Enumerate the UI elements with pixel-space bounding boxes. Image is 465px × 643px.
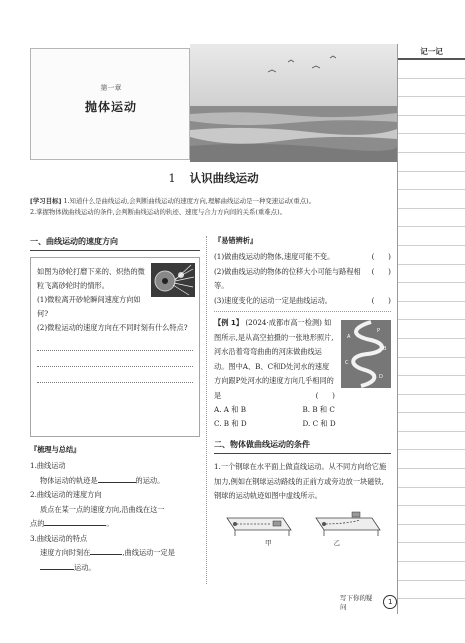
experiment-figure-b <box>312 508 382 538</box>
summary-item-2-text: 质点在某一点的速度方向,沿曲线在这一 <box>40 504 165 514</box>
part2-text: 1.一个钢球在水平面上做直线运动。从不同方向给它施加力,例如在钢球运动路线的正前方或旁边放一块磁铁,钢球的运动轨迹如图中虚线所示。 <box>214 462 387 500</box>
section-title-text: 认识曲线运动 <box>189 171 259 185</box>
chapter-banner <box>30 44 397 162</box>
example-tag: 【例 1】 <box>214 318 244 327</box>
answer-line <box>37 367 193 383</box>
footer-text: 写下你的疑问 <box>340 594 373 611</box>
page-number: 1 <box>383 595 397 609</box>
svg-text:D: D <box>379 374 383 380</box>
summary-item-3-cont: 运动。 <box>30 561 200 576</box>
misconception-item: (3)速度变化的运动一定是曲线运动。 ( ) <box>214 295 391 305</box>
part1-heading: 一、曲线运动的速度方向 <box>30 236 200 251</box>
page-footer <box>340 593 397 611</box>
svg-text:A: A <box>347 334 351 340</box>
summary-item-1-text: 物体运动的轨迹是 的运动。 <box>40 475 165 485</box>
figure-label-a: 甲 <box>265 538 272 547</box>
summary-item-2-title: 2.曲线运动的速度方向 <box>30 490 102 499</box>
section-number: 1 <box>168 171 176 185</box>
part1-question-1: (1)微粒离开砂轮瞬间速度方向如何? <box>37 295 141 318</box>
options-row: A. A 和 B B. B 和 C <box>214 405 335 414</box>
notes-title: 记一记 <box>398 44 465 60</box>
example-block <box>214 316 391 403</box>
goal-1: 1.知道什么是曲线运动,会判断曲线运动的速度方向,理解曲线运动是一种变速运动(重点)。 <box>63 197 316 205</box>
fill-blank[interactable] <box>98 474 136 483</box>
answer-line <box>37 351 193 367</box>
part1-question-2: (2)微粒运动的速度方向在不同时刻有什么特点? <box>37 323 188 332</box>
notes-sidebar <box>397 44 465 614</box>
part2-heading: 二、物体做曲线运动的条件 <box>214 439 391 454</box>
goal-2: 2.掌握物体做曲线运动的条件,会判断曲线运动的轨迹、速度与合力方向间的关系(重难点)。 <box>30 208 286 216</box>
inquiry-box <box>30 257 200 437</box>
goals-tag: [学习目标] <box>30 197 62 205</box>
summary-item-1-title: 1.曲线运动 <box>30 461 66 470</box>
river-aerial-image <box>341 320 391 388</box>
learning-goals <box>30 196 392 218</box>
section-title <box>30 170 397 186</box>
svg-text:B: B <box>383 346 387 352</box>
chapter-heading-box <box>30 48 190 160</box>
options-row: C. B 和 D D. C 和 D <box>214 419 336 428</box>
misconception-item: (1)做曲线运动的物体,速度可能不变。 ( ) <box>214 252 391 261</box>
fill-blank[interactable] <box>40 561 74 570</box>
example-text: 如图所示,是从高空拍摄的一张地形照片,河水沿着弯弯曲曲的河床做曲线运动。图中A、B、C和D处河水的速度方向跟P处河水的速度方向几乎相同的是 <box>214 318 334 400</box>
seascape-image <box>190 44 397 162</box>
summary-heading: 『梳理与总结』 <box>30 445 81 454</box>
svg-text:C: C <box>345 360 349 366</box>
answer-line <box>37 335 193 351</box>
misconception-heading: 『易错辨析』 <box>214 236 258 245</box>
svg-text:P: P <box>377 328 381 334</box>
left-column <box>30 236 200 575</box>
summary-item-3-text: 速度方向时刻在 ,曲线运动一定是 <box>40 548 175 557</box>
column-divider <box>206 236 207 584</box>
grinding-wheel-image <box>151 263 195 297</box>
fill-blank[interactable] <box>44 517 106 526</box>
chapter-label: 第一章 <box>100 84 122 92</box>
part1-intro: 如图为砂轮打磨下来的、炽热的微粒飞离砂轮时的情形。 <box>37 267 145 290</box>
answer-paren[interactable]: ( ) <box>315 390 335 400</box>
chapter-title: 抛体运动 <box>84 100 137 114</box>
misconception-item: (2)做曲线运动的物体的位移大小可能与路程相等。 ( ) <box>214 266 391 290</box>
figure-labels <box>214 538 391 547</box>
right-column <box>214 236 391 547</box>
experiment-figures <box>214 508 391 538</box>
example-source: (2024·成都市高一检测) <box>245 318 322 327</box>
summary-item-2-cont: 点的 。 <box>30 519 114 528</box>
figure-label-b: 乙 <box>333 538 340 547</box>
experiment-figure-a <box>223 508 293 538</box>
summary-item-3-title: 3.曲线运动的特点 <box>30 533 88 543</box>
fill-blank[interactable] <box>90 546 122 555</box>
